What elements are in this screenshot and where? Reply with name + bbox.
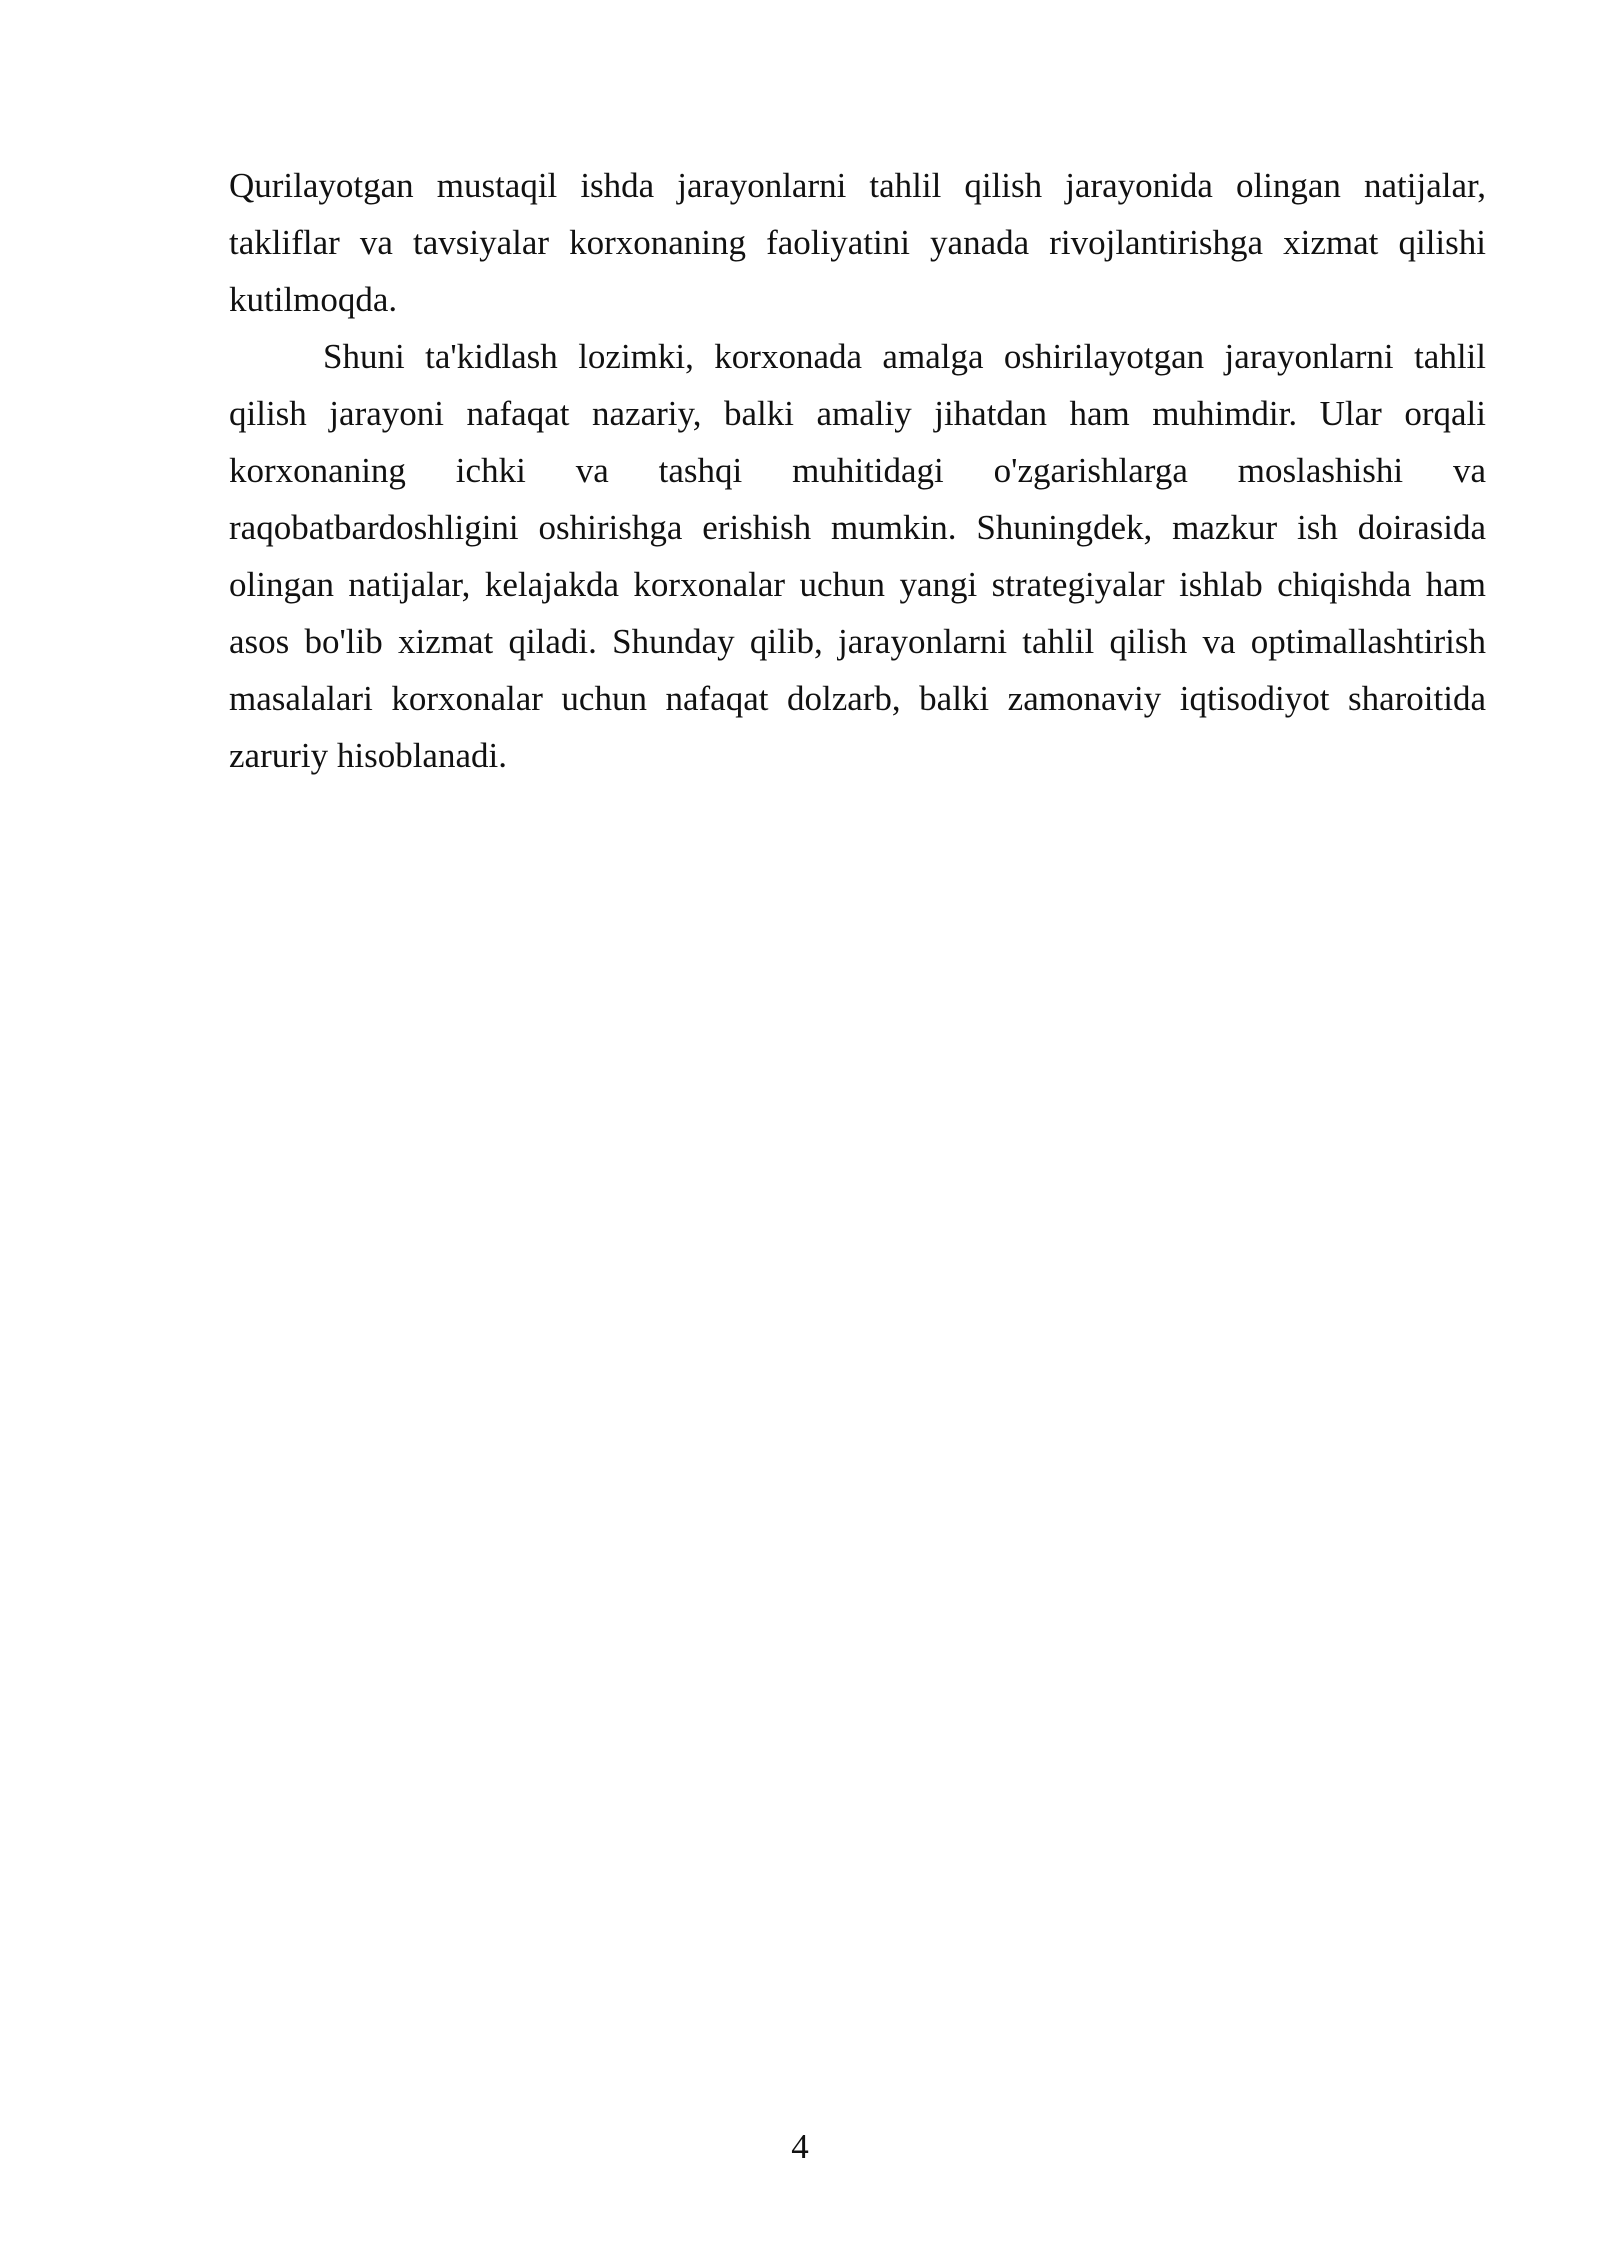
paragraph-1: Qurilayotgan mustaqil ishda jarayonlarni tahlil qilish jarayonida olingan natijalar, takliflar va tavsiyalar korxonaning faoliyatini yanada rivojlantirishga xizmat qilishi kutilmoqda.	[229, 166, 1486, 319]
body-text	[229, 157, 1486, 784]
page-number: 4	[791, 2127, 809, 2166]
paragraph-2: Shuni ta'kidlash lozimki, korxonada amalga oshirilayotgan jarayonlarni tahlil qilish jarayoni nafaqat nazariy, balki amaliy jihatdan ham muhimdir. Ular orqali korxonaning ichki va tashqi muhitidagi o'zgarishlarga moslashishi va raqobatbardoshligini oshirishga erishish mumkin. Shuningdek, mazkur ish doirasida olingan natijalar, kelajakda korxonalar uchun yangi strategiyalar ishlab chiqishda ham asos bo'lib xizmat qiladi. Shunday qilib, jarayonlarni tahlil qilish va optimallashtirish masalalari korxonalar uchun nafaqat dolzarb, balki zamonaviy iqtisodiyot sharoitida zaruriy hisoblanadi.	[229, 337, 1486, 775]
